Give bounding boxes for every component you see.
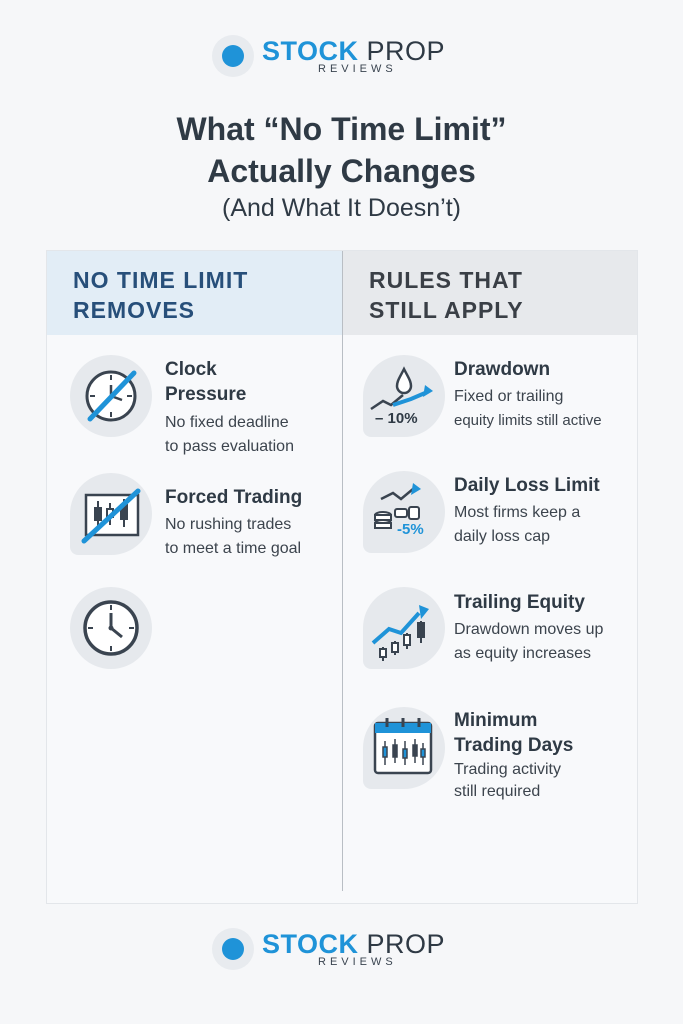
clock-icon [70,587,152,669]
item-title: Drawdown [454,359,551,380]
drawdown-percent-label: – 10% [375,410,418,427]
logo-tagline: REVIEWS [318,956,397,968]
item-title: Pressure [165,384,247,405]
left-header-line1: NO TIME LIMIT [73,267,249,293]
comparison-panel [46,250,638,904]
logo-tagline: REVIEWS [318,63,397,75]
crossed-clock-icon [70,355,152,437]
left-header-line2: REMOVES [73,297,196,323]
item-title: Clock [165,359,217,380]
item-description: as equity increases [454,645,591,662]
logo-circle-icon [212,35,254,77]
logo-wordmark: STOCK PROP [262,929,446,959]
calendar-icon [363,707,445,789]
item-title: Daily Loss Limit [454,475,600,496]
right-header-line2: STILL APPLY [369,297,524,323]
daily-loss-icon [363,471,445,553]
item-description: equity limits still active [454,412,602,429]
page-title-line2: Actually Changes [207,153,476,189]
page-subtitle: (And What It Doesn’t) [222,194,461,222]
column-divider [342,251,343,891]
item-title: Minimum [454,710,538,731]
item-title: Trailing Equity [454,592,585,613]
item-description: Most firms keep a [454,504,581,521]
item-description: still required [454,783,541,800]
item-description: daily loss cap [454,528,551,545]
item-description: Fixed or trailing [454,388,564,405]
page-title-line1: What “No Time Limit” [176,111,507,147]
trailing-equity-icon [363,587,445,669]
brand-logo-top [0,32,683,82]
item-title: Trading Days [454,735,574,756]
drawdown-icon [363,355,445,437]
right-column-header [343,251,637,335]
right-header-line1: RULES THAT [369,267,523,293]
item-description: to meet a time goal [165,540,302,557]
left-column-header [47,251,342,335]
item-description: Trading activity [454,761,561,778]
item-description: to pass evaluation [165,438,294,455]
brand-logo-bottom [0,925,683,975]
logo-wordmark: STOCK PROP [262,36,446,66]
item-description: No fixed deadline [165,414,289,431]
crossed-chart-icon [70,473,152,555]
item-description: Drawdown moves up [454,621,604,638]
logo-circle-icon [212,928,254,970]
item-description: No rushing trades [165,516,292,533]
daily-loss-percent-label: -5% [397,521,424,538]
item-title: Forced Trading [165,487,303,508]
